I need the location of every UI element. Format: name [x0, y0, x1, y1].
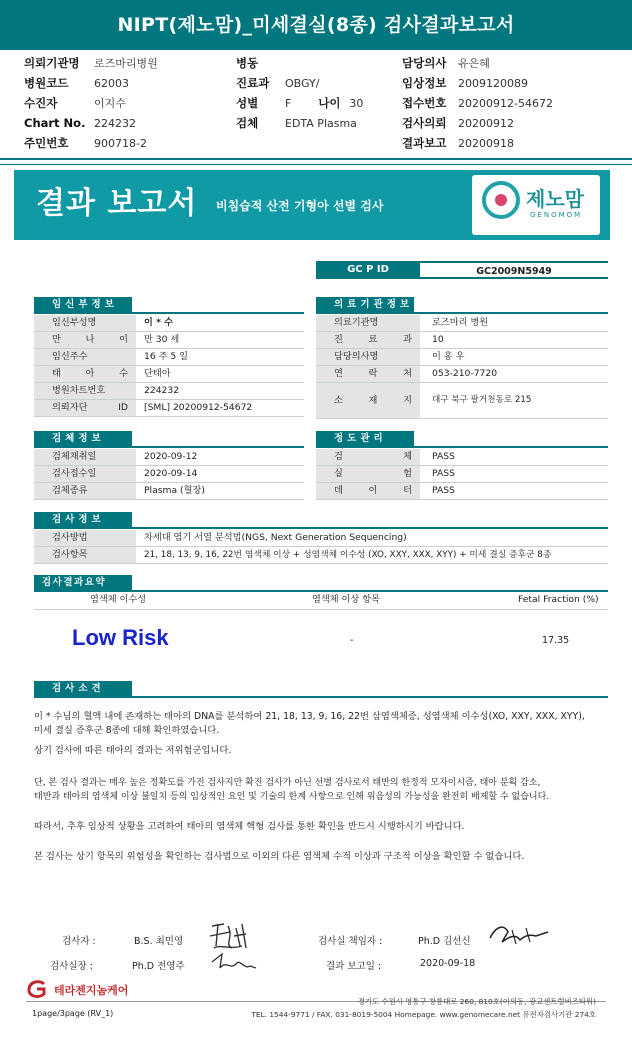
divider: [0, 158, 632, 160]
test-info-table: [34, 530, 608, 564]
gc-pid-label: GC P ID: [316, 261, 420, 279]
row-value: 단태아: [144, 368, 171, 379]
table-row: [34, 315, 304, 332]
meta-column-1: [24, 53, 158, 153]
table-row: [316, 483, 608, 500]
summary-item-value: -: [350, 635, 354, 646]
meta-value: 20200912-54672: [458, 97, 553, 110]
row-label: 데 이 터: [316, 483, 420, 499]
opinion-paragraph-5: 본 검사는 상기 항목의 위험성을 확인하는 검사법으로 이외의 다른 염색체 수적 이상과 구조적 이상을 확인할 수 없습니다.: [34, 851, 525, 862]
meta-label: 임상정보: [402, 76, 447, 90]
row-label: 만 나 이: [34, 332, 136, 348]
table-row: [34, 400, 304, 417]
section-header-test-info: 검사정보: [34, 512, 132, 528]
responsible-name: Ph.D 김선신: [418, 936, 471, 947]
meta-label: 결과보고: [402, 136, 447, 150]
meta-label: 접수번호: [402, 96, 447, 110]
table-row: [316, 349, 608, 366]
row-value: 224232: [144, 385, 180, 396]
company-name: 테라젠지놈케어: [54, 984, 129, 997]
section-header-specimen: 검체정보: [34, 431, 132, 447]
meta-value: 이지수: [94, 97, 126, 110]
opinion-line: 태반과 태아의 염색체 이상 불일치 등의 임상적인 요인 및 기술의 한계 사항으로 인해 위음성의 가능성을 완전히 배제할 수 없습니다.: [34, 792, 550, 802]
lab-head-name: Ph.D 전영주: [132, 961, 185, 972]
meta-value: 224232: [94, 117, 136, 130]
table-row: [316, 332, 608, 349]
meta-label: Chart No.: [24, 116, 86, 130]
meta-label: 담당의사: [402, 56, 447, 70]
table-row: [316, 315, 608, 332]
row-label: 검체채취일: [34, 449, 136, 465]
divider: [0, 164, 632, 165]
meta-value: EDTA Plasma: [285, 117, 357, 130]
gc-pid-value: GC2009N5949: [420, 261, 608, 279]
row-value: PASS: [432, 451, 455, 462]
row-label: 임신주수: [34, 349, 136, 365]
row-label: 검체종류: [34, 483, 136, 499]
row-label: 검사방법: [34, 530, 136, 546]
table-row: [34, 530, 608, 547]
genomom-logo: [472, 175, 600, 235]
row-value: 053-210-7720: [432, 368, 498, 379]
report-title: NIPT(제노맘)_미세결실(8종) 검사결과보고서: [0, 0, 632, 50]
report-date-value: 2020-09-18: [420, 958, 476, 969]
table-row: [34, 466, 304, 483]
fetal-fraction-value: 17.35: [542, 635, 570, 646]
lab-head-label: 검사실장 :: [50, 961, 93, 972]
opinion-paragraph-1: [34, 710, 614, 738]
summary-col-abnormality: 염색체 이상 항목: [312, 594, 380, 605]
divider: [34, 696, 608, 698]
meta-label: 주민번호: [24, 136, 69, 150]
meta-label: 검체: [236, 116, 259, 130]
divider: [34, 609, 608, 610]
row-value: [SML] 20200912-54672: [144, 402, 253, 413]
opinion-line: 이 * 수님의 혈액 내에 존재하는 태아의 DNA를 분석하여 21, 18, 13, 9, 16, 22번 삼염색체증, 성염색체 이수성(XO, XXY, XXX, XYY),: [34, 711, 585, 722]
meta-value: OBGY/: [285, 77, 320, 90]
responsible-label: 검사실 책임자 :: [318, 936, 383, 947]
qc-table: [316, 449, 608, 500]
row-label: 의료기관명: [316, 315, 420, 331]
logo-subtext: GENOMOM: [530, 211, 583, 219]
table-row: [34, 366, 304, 383]
section-header-institution: 의료기관정보: [316, 297, 414, 313]
row-value: 16 주 5 일: [144, 351, 189, 362]
meta-label: 의뢰기관명: [24, 56, 80, 70]
table-row: [316, 466, 608, 483]
meta-value: 20200918: [458, 137, 514, 150]
row-label: 병원차트번호: [34, 383, 136, 399]
gc-pid: [316, 261, 608, 279]
row-value: Plasma (혈장): [144, 485, 205, 496]
table-row: [34, 349, 304, 366]
terragen-mark-icon: [26, 980, 50, 998]
logo-text: 제노맘: [526, 187, 584, 211]
row-value: 21, 18, 13, 9, 16, 22번 염색체 이상 + 성염색체 이수성 (XO, XXY, XXX, XYY) + 미세 결실 증후군 8종: [144, 550, 552, 560]
section-header-opinion: 검사소견: [34, 681, 132, 697]
row-label: 검사항목: [34, 547, 136, 563]
row-value: 2020-09-14: [144, 468, 198, 479]
table-row: [34, 449, 304, 466]
opinion-line: 미세 결실 증후군 8종에 대해 확인하였습니다.: [34, 725, 220, 736]
opinion-line: 단, 본 검사 결과는 매우 높은 정확도를 가진 검사지만 확진 검사가 아닌 선별 검사로서 태반의 한정적 모자이시즘, 태아 분획 감소,: [34, 778, 541, 788]
divider: [316, 446, 608, 448]
table-row: [316, 449, 608, 466]
section-header-qc: 정도관리: [316, 431, 414, 447]
meta-label: 병원코드: [24, 76, 69, 90]
company-address: 경기도 수원시 영통구 창룡대로 260, 810호(이의동, 광교센트럴비즈타워): [357, 997, 596, 1006]
meta-label: 수진자: [24, 96, 58, 110]
logo-mark-icon: [482, 181, 520, 219]
meta-value: 20200912: [458, 117, 514, 130]
tester-label: 검사자 :: [62, 936, 96, 947]
row-label: 임신부성명: [34, 315, 136, 331]
tester-name: B.S. 최민영: [134, 936, 184, 947]
meta-label: 진료과: [236, 76, 270, 90]
meta-column-2: [236, 53, 363, 133]
page-number: 1page/3page (RV_1): [32, 1009, 114, 1018]
result-low-risk: Low Risk: [72, 625, 169, 650]
specimen-table: [34, 449, 304, 500]
row-label: 진 료 과: [316, 332, 420, 348]
meta-value: 로즈마리병원: [94, 57, 158, 70]
summary-col-fetal-fraction: Fetal Fraction (%): [518, 594, 599, 605]
signature-responsible-image: [486, 918, 552, 950]
row-label: 검 체: [316, 449, 420, 465]
row-value: 대구 북구 팔거천동로 215: [432, 395, 532, 405]
divider: [34, 446, 304, 448]
divider: [34, 527, 608, 529]
opinion-paragraph-4: 따라서, 추후 임상적 상황을 고려하여 태아의 염색체 핵형 검사를 통한 확인을 반드시 시행하시기 바랍니다.: [34, 821, 465, 832]
row-label: 의뢰자단 ID: [34, 400, 136, 416]
row-label: 소 재 지: [316, 383, 420, 418]
row-value: 로즈마리 병원: [432, 317, 489, 328]
row-value: 차세대 염기 서열 분석법(NGS, Next Generation Sequencing): [144, 532, 407, 543]
divider: [316, 312, 608, 314]
row-value: 이 * 수: [144, 317, 173, 328]
divider: [34, 312, 304, 314]
meta-value: F: [285, 97, 292, 110]
row-label: 실 험: [316, 466, 420, 482]
meta-label: 성별: [236, 96, 259, 110]
section-header-patient: 임신부정보: [34, 297, 132, 313]
row-label: 담당의사명: [316, 349, 420, 365]
patient-table: [34, 315, 304, 419]
banner-subtitle: 비침습적 산전 기형아 선별 검사: [216, 199, 384, 213]
meta-column-3: [402, 53, 553, 153]
banner-title: 결과 보고서: [36, 186, 198, 221]
table-row: [316, 366, 608, 383]
table-row: [34, 547, 608, 564]
report-date-label: 결과 보고일 :: [326, 961, 382, 972]
row-label: 검사접수일: [34, 466, 136, 482]
table-row: [316, 383, 608, 419]
meta-value: 900718-2: [94, 137, 147, 150]
meta-value: 유은혜: [458, 57, 490, 70]
table-row: [34, 483, 304, 500]
row-value: 10: [432, 334, 444, 345]
meta-label: 병동: [236, 56, 259, 70]
row-label: 연 락 처: [316, 366, 420, 382]
row-value: 2020-09-12: [144, 451, 198, 462]
meta-value: 2009120089: [458, 77, 528, 90]
age-label: 나이: [318, 96, 341, 110]
institution-table: [316, 315, 608, 419]
table-row: [34, 383, 304, 400]
company-contact: TEL. 1544-9771 / FAX. 031-8019-5004 Homepage. www.genomecare.net 유전자검사기관 274호: [251, 1010, 596, 1019]
signature-tester-image: [206, 918, 260, 976]
section-header-summary: 검사결과요약: [34, 575, 132, 591]
table-row: [34, 332, 304, 349]
meta-label: 검사의뢰: [402, 116, 447, 130]
opinion-paragraph-2: 상기 검사에 따른 태아의 결과는 저위험군입니다.: [34, 745, 232, 756]
meta-value: 62003: [94, 77, 129, 90]
row-value: PASS: [432, 485, 455, 496]
row-value: PASS: [432, 468, 455, 479]
age-value: 30: [349, 97, 364, 110]
report-banner: [14, 170, 610, 240]
row-label: 태 아 수: [34, 366, 136, 382]
summary-col-aneuploidy: 염색체 이수성: [90, 594, 147, 605]
opinion-paragraph-3: [34, 776, 614, 804]
row-value: 이 홍 우: [432, 351, 465, 362]
row-value: 만 30 세: [144, 334, 180, 345]
